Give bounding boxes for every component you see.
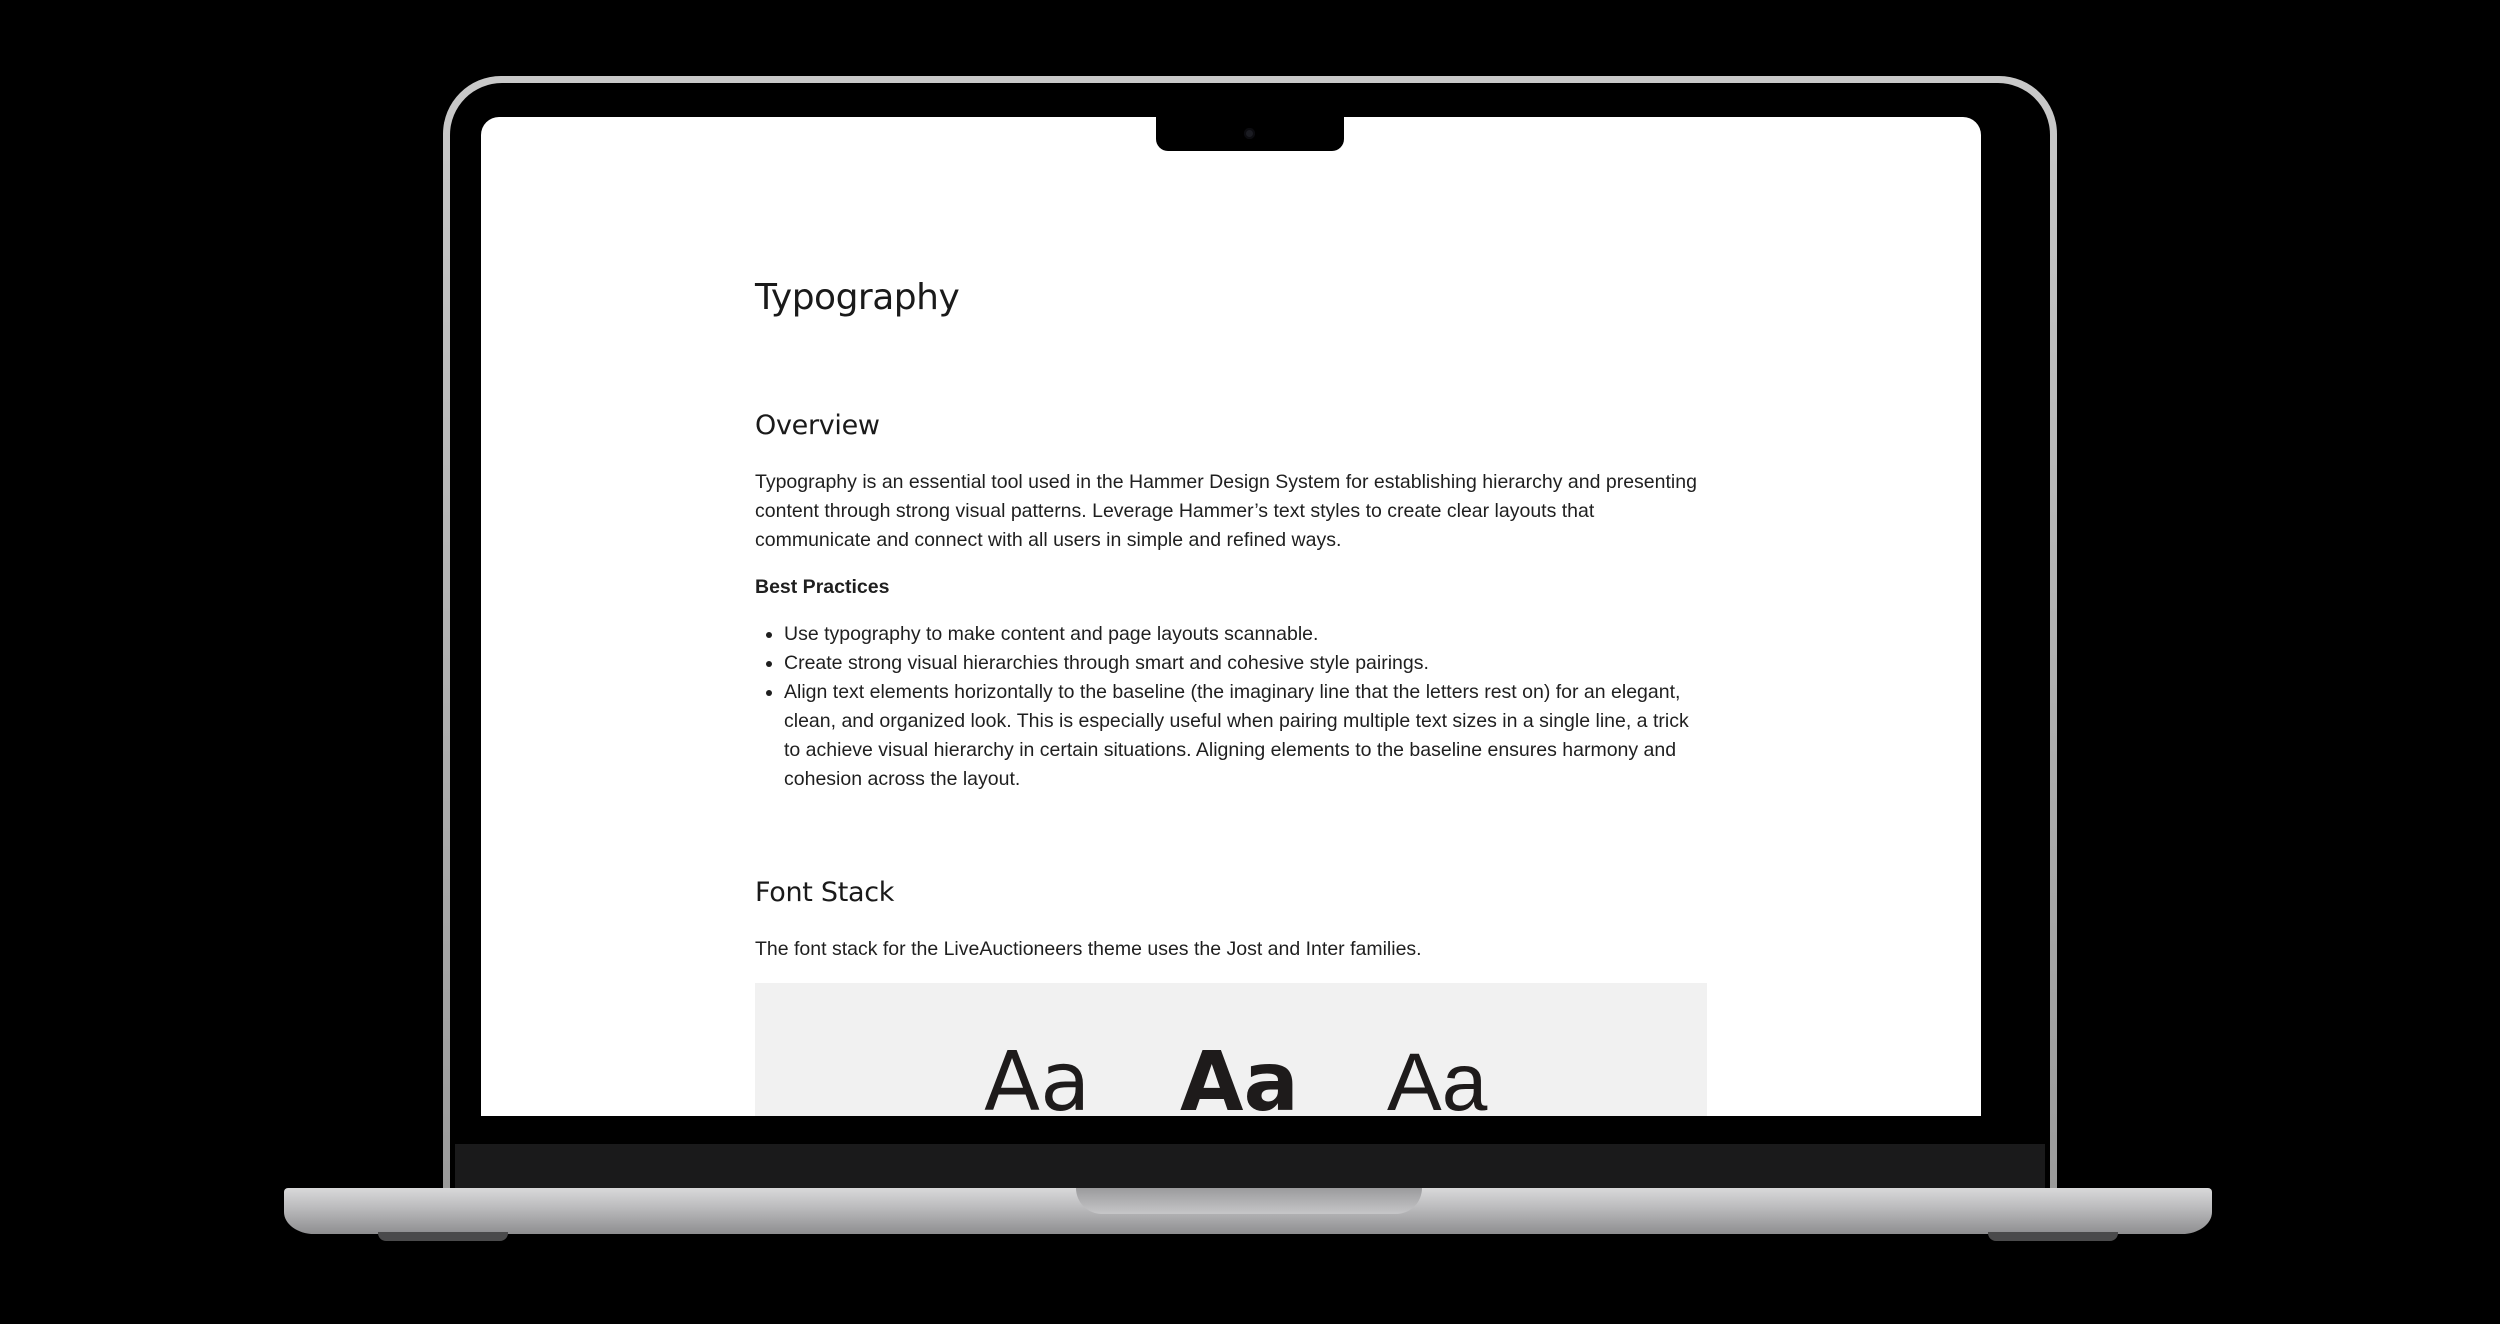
- camera-notch: [1156, 117, 1344, 151]
- font-stack-paragraph: The font stack for the LiveAuctioneers theme uses the Jost and Inter families.: [755, 938, 1422, 960]
- specimen-jost-bold: Aa: [1180, 1035, 1299, 1116]
- list-item: • Align text elements horizontally to the baseline (the imaginary line that the letters rest on) for an elegant, clean, and organized look. This is especially useful when pairing multiple text sizes in a single line, a trick to achieve visual hierarchy in certain situations. Aligning elements to the baseline ensures harmony and cohesion across the layout.: [784, 678, 1707, 794]
- laptop-foot-right: [1988, 1232, 2118, 1241]
- font-stack-heading: Font Stack: [755, 877, 895, 908]
- camera-icon: [1244, 128, 1255, 139]
- screen[interactable]: [481, 117, 1981, 1116]
- best-practices-heading: Best Practices: [755, 576, 890, 598]
- laptop-chin: [455, 1144, 2045, 1188]
- specimen-jost-regular: Aa: [984, 1035, 1091, 1116]
- list-item: • Create strong visual hierarchies through smart and cohesive style pairings.: [784, 649, 1707, 678]
- specimen-inter-regular: Aa: [1387, 1037, 1488, 1116]
- list-item: • Use typography to make content and page layouts scannable.: [784, 620, 1707, 649]
- overview-heading: Overview: [755, 410, 880, 441]
- laptop-opening-notch: [1076, 1188, 1422, 1214]
- overview-paragraph: Typography is an essential tool used in the Hammer Design System for establishing hierarchy and presenting content through strong visual patterns. Leverage Hammer’s text styles to create clear layouts that communicate and connect with all users in simple and refined ways.: [755, 471, 1697, 551]
- best-practices-list: [755, 620, 1707, 794]
- page-title: Typography: [755, 277, 960, 318]
- font-specimen-panel: [755, 983, 1707, 1116]
- laptop-foot-left: [378, 1232, 508, 1241]
